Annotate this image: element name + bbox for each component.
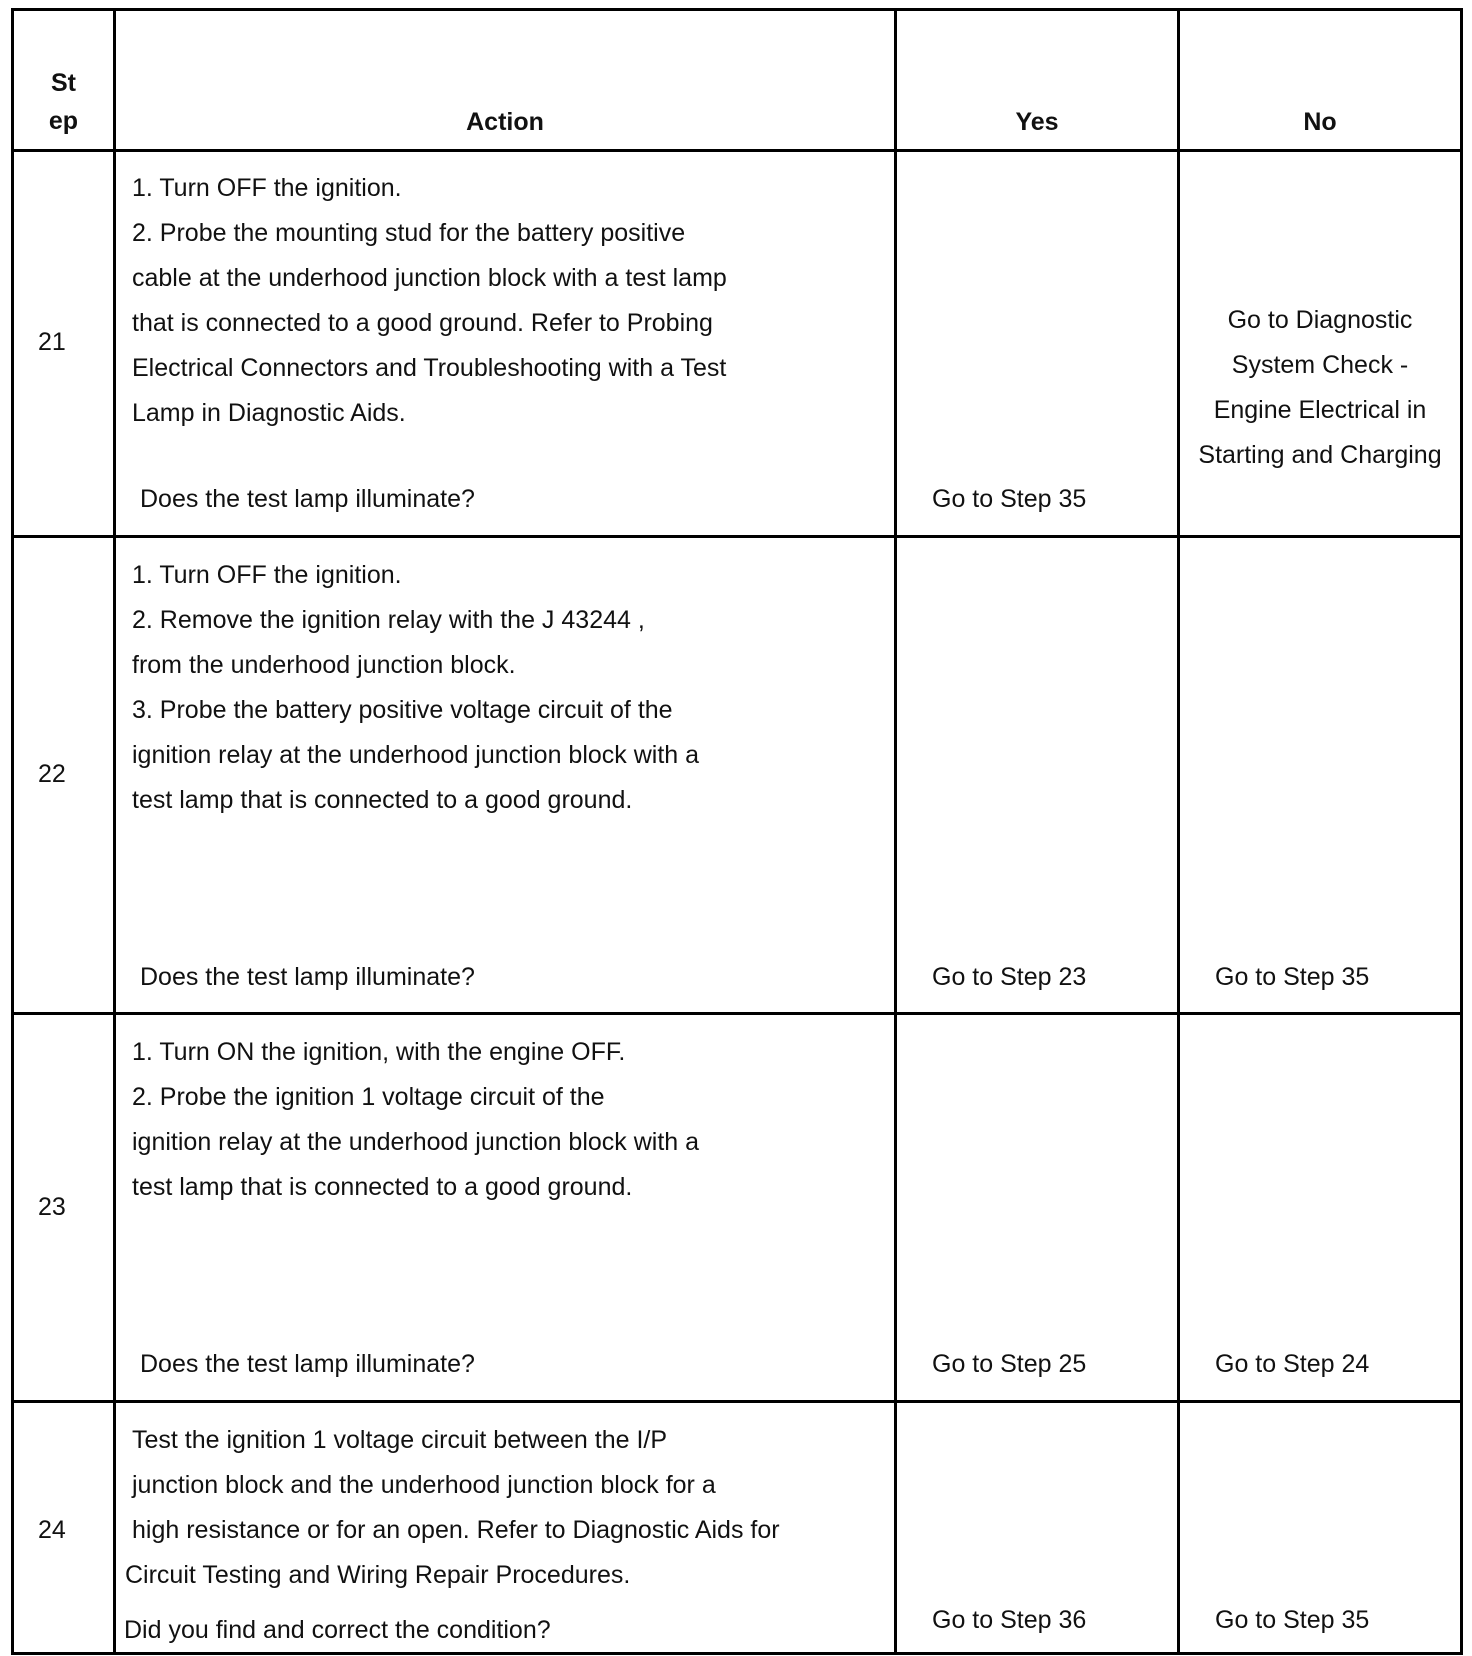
no-result: Go to Step 35 — [1215, 963, 1370, 991]
action-line: ignition relay at the underhood junction block with a — [132, 741, 700, 769]
action-line: Test the ignition 1 voltage circuit between the I/P — [132, 1426, 668, 1454]
action-question: Does the test lamp illuminate? — [140, 1350, 475, 1378]
action-question: Does the test lamp illuminate? — [140, 485, 475, 513]
no-result — [1180, 298, 1460, 478]
action-line: ignition relay at the underhood junction block with a — [132, 1128, 700, 1156]
action-question: Does the test lamp illuminate? — [140, 963, 475, 991]
yes-result: Go to Step 35 — [932, 485, 1087, 513]
table-divider-yes-no — [1177, 8, 1180, 1655]
row-23-border — [11, 1400, 1463, 1403]
no-result: Go to Step 24 — [1215, 1350, 1370, 1378]
action-question: Did you find and correct the condition? — [124, 1616, 551, 1644]
action-line: 3. Probe the battery positive voltage circuit of the — [132, 696, 673, 724]
row-22-border — [11, 1012, 1463, 1015]
action-line: 2. Probe the mounting stud for the battery positive — [132, 219, 686, 247]
yes-result: Go to Step 23 — [932, 963, 1087, 991]
table-border-bottom — [11, 1652, 1463, 1655]
action-line: 2. Remove the ignition relay with the J 43244 , — [132, 606, 645, 634]
action-text — [132, 166, 727, 436]
row-21-border — [11, 535, 1463, 538]
action-line: Lamp in Diagnostic Aids. — [132, 399, 406, 427]
no-result: Go to Step 35 — [1215, 1606, 1370, 1634]
header-step-line-2: ep — [48, 107, 79, 135]
action-line: test lamp that is connected to a good ground. — [132, 786, 633, 814]
action-text — [132, 553, 699, 823]
action-line: test lamp that is connected to a good ground. — [132, 1173, 633, 1201]
action-line: Electrical Connectors and Troubleshooting with a Test — [132, 354, 727, 382]
header-no: No — [1303, 108, 1337, 136]
header-yes: Yes — [1015, 108, 1059, 136]
header-row-border — [11, 149, 1463, 152]
header-step-line-1: St — [51, 69, 76, 97]
table-border-top — [11, 8, 1463, 11]
action-line: cable at the underhood junction block with a test lamp — [132, 264, 727, 292]
yes-result: Go to Step 36 — [932, 1606, 1087, 1634]
no-result-line: Go to Diagnostic — [1227, 306, 1413, 334]
no-result-line: Starting and Charging — [1198, 441, 1442, 469]
action-text — [125, 1418, 780, 1598]
action-line: 1. Turn OFF the ignition. — [132, 561, 402, 589]
step-number: 23 — [38, 1193, 66, 1221]
action-line: 1. Turn OFF the ignition. — [132, 174, 402, 202]
action-line: from the underhood junction block. — [132, 651, 516, 679]
step-number: 24 — [38, 1516, 66, 1544]
action-line: 1. Turn ON the ignition, with the engine OFF. — [132, 1038, 626, 1066]
step-number: 21 — [38, 328, 66, 356]
action-line: junction block and the underhood junction block for a — [132, 1471, 716, 1499]
no-result-line: System Check - — [1231, 351, 1409, 379]
table-border-right — [1460, 8, 1463, 1655]
table-border-left — [11, 8, 14, 1655]
action-line: Circuit Testing and Wiring Repair Procedures. — [125, 1561, 631, 1589]
action-line: high resistance or for an open. Refer to Diagnostic Aids for — [132, 1516, 780, 1544]
action-line: 2. Probe the ignition 1 voltage circuit of the — [132, 1083, 605, 1111]
header-action: Action — [466, 108, 544, 136]
table-divider-action-yes — [894, 8, 897, 1655]
table-divider-step-action — [113, 8, 116, 1655]
action-line: that is connected to a good ground. Refer to Probing — [132, 309, 713, 337]
no-result-line: Engine Electrical in — [1213, 396, 1427, 424]
header-step — [14, 64, 113, 140]
action-text — [132, 1030, 699, 1210]
step-number: 22 — [38, 760, 66, 788]
yes-result: Go to Step 25 — [932, 1350, 1087, 1378]
